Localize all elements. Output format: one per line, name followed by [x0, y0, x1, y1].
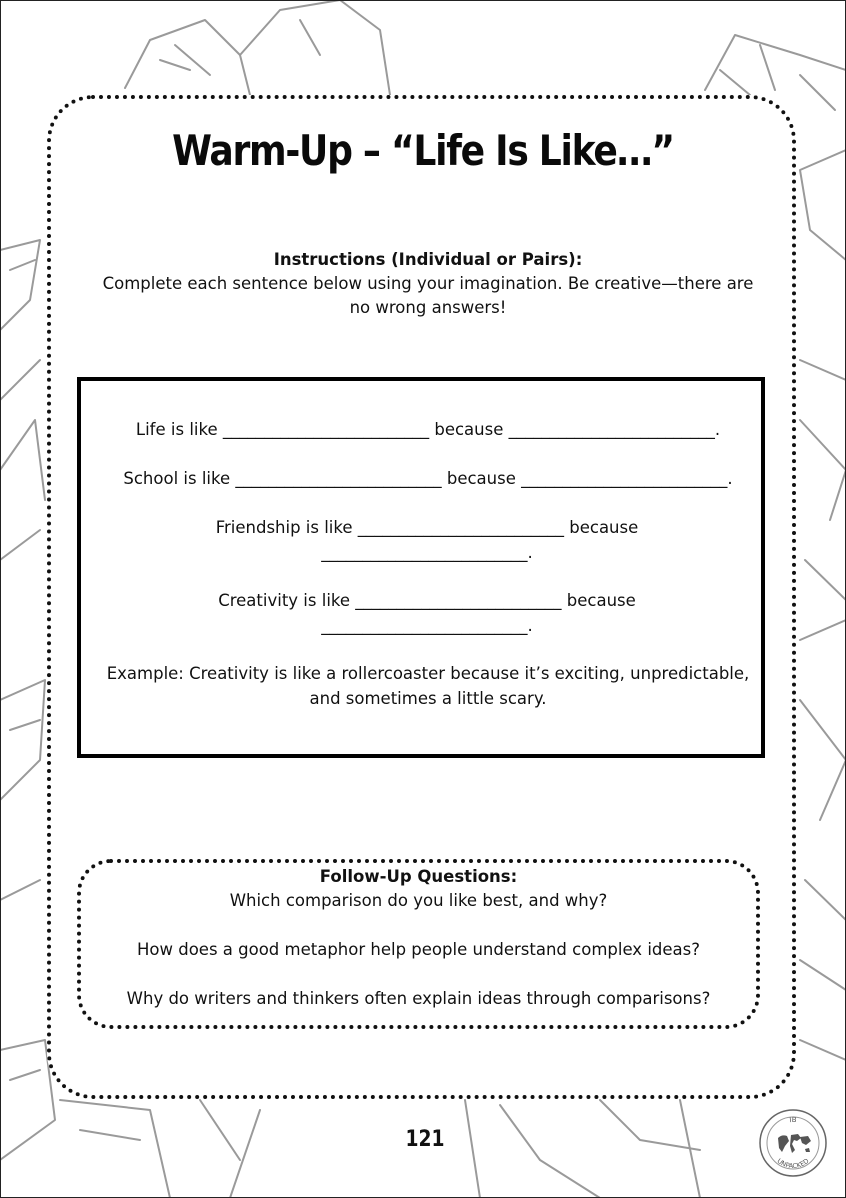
follow-up-question: Which comparison do you like best, and why?	[229, 891, 608, 910]
logo-top-text: IB	[788, 1115, 797, 1125]
sentence-friendship: Friendship is like _________________________ because _________________________.	[215, 518, 639, 562]
follow-up-question: How does a good metaphor help people understand complex ideas?	[136, 940, 700, 959]
svg-text:IB	[789, 1116, 797, 1124]
sentence-creativity: Creativity is like _________________________ because _________________________.	[218, 591, 636, 635]
follow-up-question: Why do writers and thinkers often explain ideas through comparisons?	[126, 989, 711, 1008]
instructions	[100, 248, 756, 320]
instructions-text: Complete each sentence below using your imagination. Be creative—there are no wrong answers!	[102, 274, 754, 317]
logo-bottom-text: UNPACKED	[775, 1156, 811, 1171]
instructions-heading: Instructions (Individual or Pairs):	[273, 250, 583, 269]
sentence-school: School is like _________________________ because _________________________.	[123, 469, 733, 488]
follow-up-heading: Follow-Up Questions:	[319, 867, 518, 886]
page-number: 121	[405, 1127, 445, 1152]
sentence-life: Life is like _________________________ because _________________________.	[135, 420, 721, 439]
ib-unpacked-logo	[758, 1108, 828, 1178]
example-sentence: Example: Creativity is like a rollercoaster because it’s exciting, unpredictable, and sometimes a little scary.	[106, 664, 750, 708]
page-title: Warm-Up – “Life Is Like…”	[172, 126, 674, 175]
